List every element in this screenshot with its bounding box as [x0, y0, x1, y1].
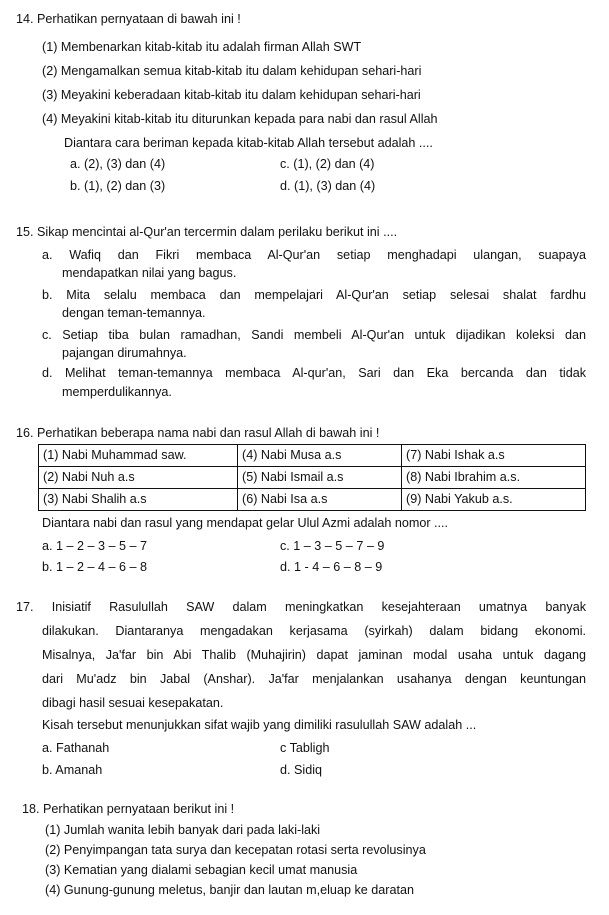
- q15-option-d-cont: memperdulikannya.: [62, 385, 172, 399]
- q15-option-c-cont: pajangan dirumahnya.: [62, 346, 187, 360]
- q16-question: Diantara nabi dan rasul yang mendapat gelar Ulul Azmi adalah nomor ....: [42, 516, 449, 530]
- table-cell: (4) Nabi Musa a.s: [238, 445, 402, 467]
- table-cell: (7) Nabi Ishak a.s: [402, 445, 586, 467]
- q15-option-c: c. Setiap tiba bulan ramadhan, Sandi membeli Al-Qur'an untuk dijadikan koleksi dan: [42, 328, 586, 342]
- q15-option-a-cont: mendapatkan nilai yang bagus.: [62, 266, 237, 280]
- q14-statement-2: (2) Mengamalkan semua kitab-kitab itu dalam kehidupan sehari-hari: [42, 64, 422, 78]
- q18-statement-1: (1) Jumlah wanita lebih banyak dari pada laki-laki: [45, 823, 321, 837]
- q18-statement-2: (2) Penyimpangan tata surya dan kecepatan rotasi serta revolusinya: [45, 843, 426, 857]
- q17-question: Kisah tersebut menunjukkan sifat wajib yang dimiliki rasulullah SAW adalah ...: [42, 718, 477, 732]
- table-cell: (1) Nabi Muhammad saw.: [39, 445, 238, 467]
- q17-para-line-3: Misalnya, Ja'far bin Abi Thalib (Muhajirin) dapat jaminan modal usaha untuk dagang: [42, 648, 586, 662]
- q17-para-line-5: dibagi hasil sesuai kesepakatan.: [42, 696, 224, 710]
- q17-para-line-1: 17. Inisiatif Rasulullah SAW dalam meningkatkan kesejahteraan umatnya banyak: [16, 600, 586, 614]
- q18-stem: 18. Perhatikan pernyataan berikut ini !: [22, 802, 235, 816]
- q15-stem: 15. Sikap mencintai al-Qur'an tercermin dalam perilaku berikut ini ....: [16, 225, 398, 239]
- q14-option-b: b. (1), (2) dan (3): [70, 179, 166, 193]
- q15-option-b: b. Mita selalu membaca dan mempelajari Al-Qur'an setiap selesai shalat fardhu: [42, 288, 586, 302]
- q17-option-b: b. Amanah: [42, 763, 103, 777]
- table-cell: (8) Nabi Ibrahim a.s.: [402, 467, 586, 489]
- q14-option-a: a. (2), (3) dan (4): [70, 157, 166, 171]
- q14-question: Diantara cara beriman kepada kitab-kitab Allah tersebut adalah ....: [64, 136, 433, 150]
- table-cell: (5) Nabi Ismail a.s: [238, 467, 402, 489]
- q16-option-a: a. 1 – 2 – 3 – 5 – 7: [42, 539, 148, 553]
- q14-option-d: d. (1), (3) dan (4): [280, 179, 376, 193]
- table-cell: (6) Nabi Isa a.s: [238, 489, 402, 511]
- table-row: [39, 445, 586, 467]
- table-cell: (9) Nabi Yakub a.s.: [402, 489, 586, 511]
- q18-statement-4: (4) Gunung-gunung meletus, banjir dan lautan m,eluap ke daratan: [45, 883, 414, 897]
- q17-para-line-4: dari Mu'adz bin Jabal (Anshar). Ja'far menjalankan usahanya dengan keuntungan: [42, 672, 586, 686]
- table-cell: (2) Nabi Nuh a.s: [39, 467, 238, 489]
- q15-option-a: a. Wafiq dan Fikri membaca Al-Qur'an setiap menghadapi ulangan, suapaya: [42, 248, 586, 262]
- q14-statement-3: (3) Meyakini keberadaan kitab-kitab itu dalam kehidupan sehari-hari: [42, 88, 421, 102]
- q14-option-c: c. (1), (2) dan (4): [280, 157, 375, 171]
- table-row: [39, 489, 586, 511]
- q17-option-d: d. Sidiq: [280, 763, 323, 777]
- q15-option-b-cont: dengan teman-temannya.: [62, 306, 206, 320]
- q17-para-line-2: dilakukan. Diantaranya mengadakan kerjasama (syirkah) dalam bidang ekonomi.: [42, 624, 586, 638]
- q18-statement-3: (3) Kematian yang dialami sebagian kecil umat manusia: [45, 863, 358, 877]
- q14-statement-4: (4) Meyakini kitab-kitab itu diturunkan kepada para nabi dan rasul Allah: [42, 112, 438, 126]
- q16-option-b: b. 1 – 2 – 4 – 6 – 8: [42, 560, 148, 574]
- prophets-table: [38, 444, 586, 511]
- q17-option-a: a. Fathanah: [42, 741, 110, 755]
- q16-option-c: c. 1 – 3 – 5 – 7 – 9: [280, 539, 385, 553]
- q14-stem: 14. Perhatikan pernyataan di bawah ini !: [16, 12, 241, 26]
- q15-option-d: d. Melihat teman-temannya membaca Al-qur'an, Sari dan Eka bercanda dan tidak: [42, 366, 586, 380]
- q16-stem: 16. Perhatikan beberapa nama nabi dan rasul Allah di bawah ini !: [16, 426, 380, 440]
- q16-option-d: d. 1 - 4 – 6 – 8 – 9: [280, 560, 383, 574]
- q17-option-c: c Tabligh: [280, 741, 330, 755]
- table-row: [39, 467, 586, 489]
- table-cell: (3) Nabi Shalih a.s: [39, 489, 238, 511]
- q14-statement-1: (1) Membenarkan kitab-kitab itu adalah firman Allah SWT: [42, 40, 362, 54]
